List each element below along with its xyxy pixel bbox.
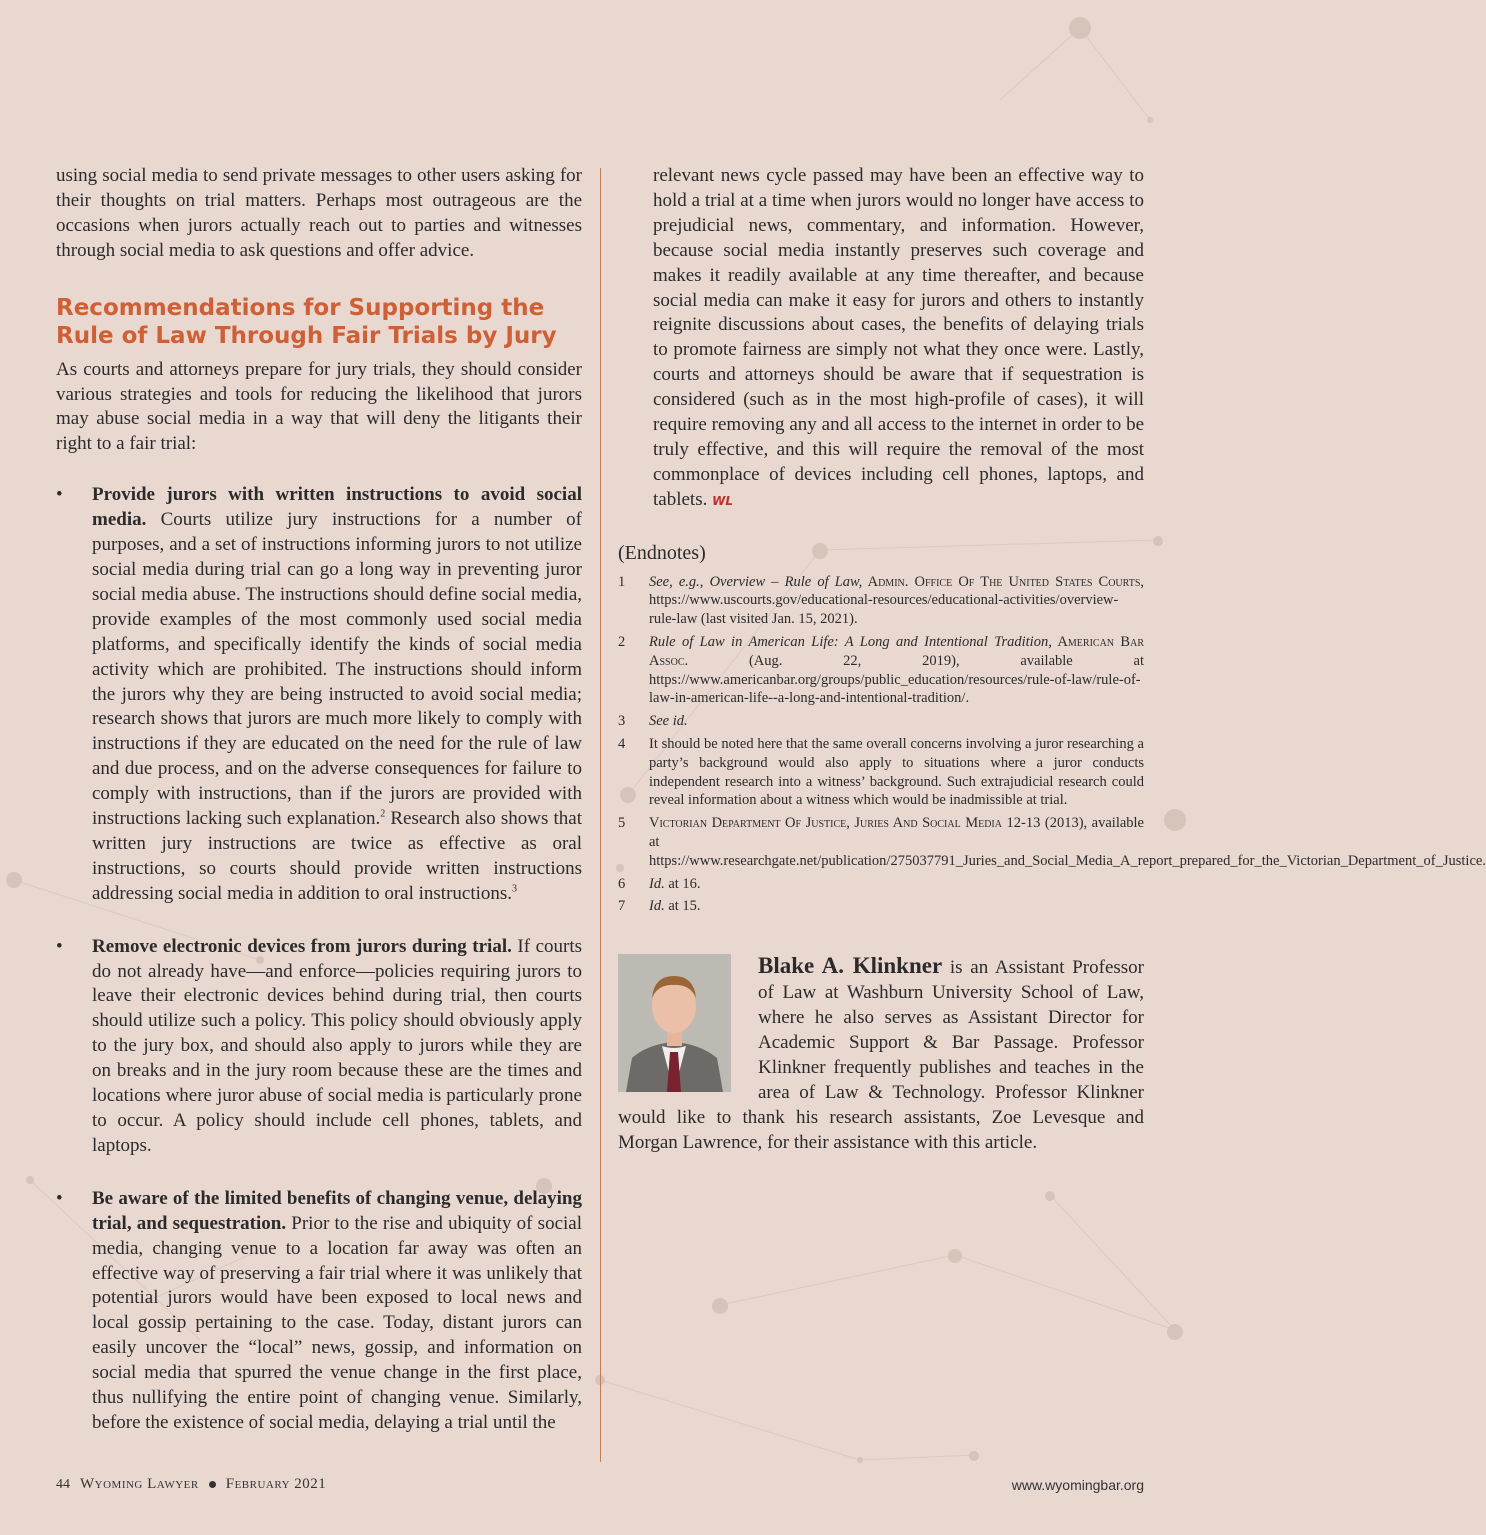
left-column (56, 164, 582, 1464)
bullet-lead: Remove electronic devices from jurors during trial. (92, 935, 512, 957)
endnote-italic: Id. (649, 898, 665, 915)
bullet-lead: Be aware of the limited benefits of changing venue, delaying trial, and sequestration. (92, 1187, 582, 1234)
continuation-text: relevant news cycle passed may have been an effective way to hold a trial at a time when jurors would no longer have access to prejudicial news, commentary, and information. However, because social media instantly preserves such coverage and makes it readily available at any time thereafter, and because social media can make it easy for jurors and others to instantly reignite discussions about cases, the benefits of delaying trials to promote fairness are simply not what they once were. Lastly, courts and attorneys should be aware that if sequestration is considered (such as in the most high-profile of cases), it will require removing any and all access to the internet in order to be truly effective, and this will require the removal of the most commonplace of devices including cell phones, laptops, and tablets. (653, 165, 1144, 510)
endnote-text: It should be noted here that the same overall concerns involving a juror researching a party’s background would also apply to situations where a juror conducts independent research into a witness’ background. Such extrajudicial research could reveal information about a witness which would be inadmissible at trial. (649, 736, 1144, 809)
continuation-paragraph (618, 164, 1144, 514)
endnotes-list (618, 573, 1486, 917)
bullet-icon: • (56, 484, 63, 506)
author-bio-text: is an Assistant Professor of Law at Washburn University School of Law, where he also serves as Assistant Director for Academic Support & Bar Passage. Professor Klinkner frequently publishes and teaches in the area of Law & Technology. Professor Klinkner would like to thank his research assistants, Zoe Levesque and Morgan Lawrence, for their assistance with this article. (618, 957, 1144, 1153)
footnote-ref[interactable]: 3 (512, 883, 518, 895)
endnote-italic: See id. (649, 713, 688, 730)
endnote-source: American Bar Assoc. (649, 634, 1144, 669)
endnote (618, 573, 1144, 629)
author-bio (618, 954, 1144, 1155)
list-item (56, 483, 582, 906)
wl-end-mark: WL (712, 493, 733, 508)
author-photo (618, 954, 731, 1092)
page-number: 44 (56, 1476, 70, 1492)
separator-dot-icon (209, 1481, 216, 1488)
endnote-text: at 16. (664, 875, 701, 892)
bullet-text: Courts utilize jury instructions for a number of purposes, and a set of instructions informing jurors to not utilize social media during trial can go a long way in preventing juror social media abuse. The instructions should define social media, provide examples of the most commonly used social media platforms, and specifically identify the kinds of social media activity which are prohibited. The instructions should inform the jurors why they are being instructed to avoid social media; research shows that jurors are much more likely to comply with instructions if they are educated on the need for the rule of law and due process, and on the adverse consequences for failure to comply with instructions, than if the jurors are provided with instructions lacking such explanation. (92, 509, 582, 830)
endnote-number: 2 (618, 634, 626, 651)
bullet-text: If courts do not already have—and enforce—policies requiring jurors to leave their electronic devices behind during trial, then courts should utilize such a policy. This policy should obviously apply to the jury box, and should also apply to jurors while they are on breaks and in the jury room because these are the times and locations where juror abuse of social media is particularly prone to occur. A policy should include cell phones, tablets, and laptops. (92, 935, 582, 1156)
column-divider (600, 168, 601, 1462)
endnote (618, 875, 1144, 894)
endnote-italic: Id. (649, 875, 665, 892)
author-name: Blake A. Klinkner (758, 953, 943, 979)
section-heading: Recommendations for Supporting the Rule of Law Through Fair Trials by Jury (56, 294, 557, 349)
bullet-lead: Provide jurors with written instructions to avoid social media. (92, 484, 582, 531)
endnote-number: 1 (618, 573, 626, 590)
bullet-text: Prior to the rise and ubiquity of social media, changing venue to a location far away was often an effective way of preserving a fair trial where it was unlikely that potential jurors would have been exposed to local news and local gossip pertaining to the case. Today, distant jurors can easily uncover the “local” news, gossip, and information on social media that spurred the venue change in the first place, thus nullifying the entire point of changing venue. Similarly, before the existence of social media, delaying a trial until the (92, 1212, 582, 1433)
endnote-number: 5 (618, 815, 626, 832)
recommendations-list (56, 483, 582, 1436)
endnote-number: 3 (618, 713, 626, 730)
intro-paragraph: using social media to send private messages to other users asking for their thoughts on trial matters. Perhaps most outrageous are the occasions when jurors actually reach out to parties and witnesses through social media to ask questions and offer advice. (56, 165, 582, 261)
bullet-icon: • (56, 935, 63, 957)
endnote-text: at 15. (664, 898, 701, 915)
page-footer (56, 1476, 1144, 1493)
endnote-number: 7 (618, 898, 626, 915)
endnote-number: 4 (618, 736, 626, 753)
issue-date: February 2021 (225, 1476, 327, 1492)
website-link[interactable]: www.wyomingbar.org (1011, 1476, 1144, 1493)
endnotes-title: (Endnotes) (618, 541, 706, 564)
endnote-source: Victorian Department Of Justice, Juries And Social Media (649, 815, 1002, 832)
lead-paragraph: As courts and attorneys prepare for jury trials, they should consider various strategies and tools for reducing the likelihood that jurors may abuse social media in a way that will deny the litigants their right to a fair trial: (56, 358, 582, 455)
bullet-icon: • (56, 1187, 63, 1209)
footnote-ref[interactable]: 2 (380, 808, 386, 820)
endnote (618, 814, 1486, 870)
endnote-italic: Rule of Law in American Life: A Long and Intentional Tradition, (649, 634, 1052, 651)
endnote-text: 12-13 (2013), available at https://www.researchgate.net/publication/275037791_Juries_and_Social_Media_A_report_prepared_for_the_Victorian_Department_of_Justice. (649, 815, 1486, 869)
endnote-source: Admin. Office Of The United States Courts, (862, 573, 1145, 590)
endnote (618, 633, 1144, 708)
bullet-text: Research also shows that written jury instructions are twice as effective as oral instructions, so courts should provide written instructions addressing social media in addition to oral instructions. (92, 808, 582, 904)
list-item (56, 935, 582, 1159)
endnote (618, 712, 1144, 731)
endnote-italic: See, e.g., Overview – Rule of Law, (649, 573, 863, 590)
endnote (618, 735, 1144, 810)
list-item (56, 1187, 582, 1436)
endnote-text: https://www.uscourts.gov/educational-resources/educational-activities/overview-rule-law (last visited Jan. 15, 2021). (649, 592, 1119, 628)
endnote (618, 897, 1144, 916)
endnote-number: 6 (618, 875, 626, 892)
publication-name: Wyoming Lawyer (80, 1476, 199, 1492)
right-column (618, 164, 1486, 1155)
endnote-text: (Aug. 22, 2019), available at https://www.americanbar.org/groups/public_education/resources/rule-of-law/rule-of-law-in-american-life--a-long-and-intentional-tradition/. (649, 652, 1144, 707)
